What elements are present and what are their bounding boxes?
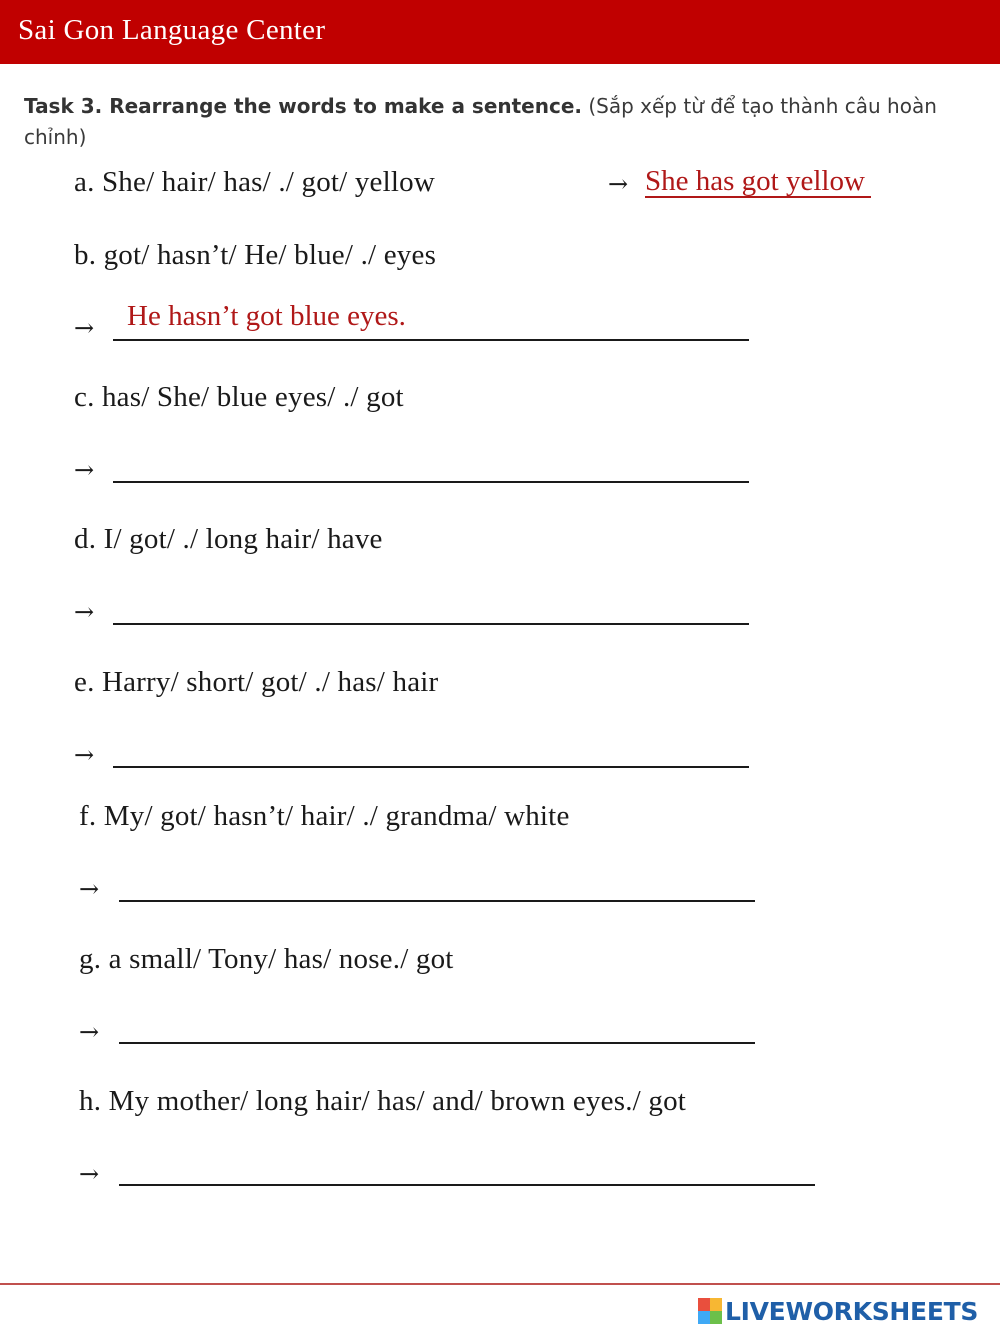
- task-instructions: [24, 91, 944, 153]
- question-b-answer[interactable]: He hasn’t got blue eyes.: [127, 300, 406, 332]
- logo-block: [710, 1311, 722, 1324]
- question-f-answer-line[interactable]: [119, 900, 755, 902]
- question-d-prompt: d. I/ got/ ./ long hair/ have: [74, 523, 383, 555]
- logo-block: [698, 1298, 710, 1311]
- question-e-answer-line[interactable]: [113, 766, 749, 768]
- question-a-prompt: a. She/ hair/ has/ ./ got/ yellow: [74, 166, 435, 198]
- question-g-answer-line[interactable]: [119, 1042, 755, 1044]
- question-b-prompt: b. got/ hasn’t/ He/ blue/ ./ eyes: [74, 239, 437, 271]
- arrow-icon: →: [79, 875, 100, 903]
- header-title: Sai Gon Language Center: [18, 14, 326, 46]
- question-c-answer-line[interactable]: [113, 481, 749, 483]
- liveworksheets-logo[interactable]: [698, 1296, 978, 1326]
- question-g-prompt: g. a small/ Tony/ has/ nose./ got: [79, 943, 454, 975]
- arrow-icon: →: [74, 741, 95, 769]
- arrow-icon: →: [79, 1160, 100, 1188]
- liveworksheets-logo-icon: [698, 1298, 722, 1324]
- question-h-answer-line[interactable]: [119, 1184, 815, 1186]
- question-f-prompt: f. My/ got/ hasn’t/ hair/ ./ grandma/ white: [79, 800, 570, 832]
- question-e-prompt: e. Harry/ short/ got/ ./ has/ hair: [74, 666, 439, 698]
- task-heading: Task 3. Rearrange the words to make a sentence.: [24, 94, 582, 118]
- logo-block: [710, 1298, 722, 1311]
- question-d-answer-line[interactable]: [113, 623, 749, 625]
- question-a-answer[interactable]: She has got yellow: [645, 166, 871, 198]
- footer-divider: [0, 1283, 1000, 1285]
- logo-block: [698, 1311, 710, 1324]
- arrow-icon: →: [79, 1018, 100, 1046]
- logo-text: LIVEWORKSHEETS: [725, 1296, 979, 1326]
- arrow-icon: →: [74, 314, 95, 342]
- question-h-prompt: h. My mother/ long hair/ has/ and/ brown eyes./ got: [79, 1085, 687, 1117]
- arrow-icon: →: [74, 456, 95, 484]
- question-c-prompt: c. has/ She/ blue eyes/ ./ got: [74, 381, 404, 413]
- question-b-answer-line[interactable]: [113, 339, 749, 341]
- arrow-icon: →: [608, 170, 629, 198]
- task-subtitle: (Sắp xếp từ để tạo thành câu hoàn chỉnh): [24, 94, 937, 149]
- header-bar: [0, 0, 1000, 64]
- arrow-icon: →: [74, 598, 95, 626]
